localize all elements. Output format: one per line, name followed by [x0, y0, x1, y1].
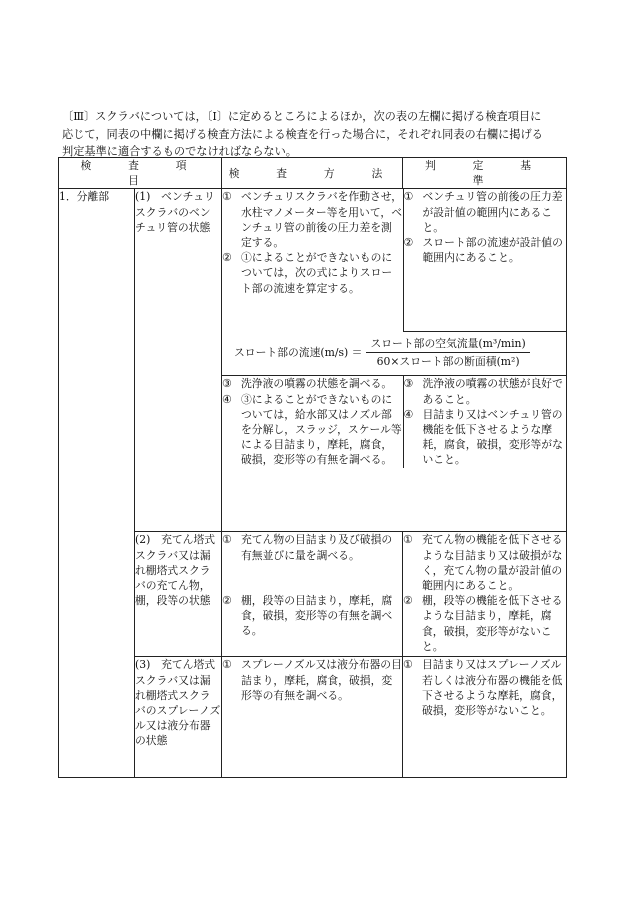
item-text: (1) ベンチュリスクラバのベンチュリ管の状態: [135, 190, 215, 234]
formula-cell: [222, 331, 566, 375]
formula-fraction: [366, 336, 529, 369]
list-item: ② 棚，段等の機能を低下させるような目詰まり，摩耗，腐食，破損，変形等がないこと。: [403, 594, 563, 653]
header-row: [59, 158, 567, 189]
list-item: ① 充てん物の目詰まり及び破損の有無並びに量を調べる。: [222, 533, 393, 562]
list-item: ③ 洗浄液の噴霧の状態が良好であること。: [403, 377, 563, 406]
list-item: ① スプレーノズル又は液分布器の目詰まり，摩耗，腐食，破損，変形等の有無を調べる。: [222, 658, 402, 702]
list-item: ① 目詰まり又はスプレーノズル若しくは液分布器の機能を低下させるような摩耗，腐食，破損，変形等がないこと。: [403, 658, 563, 718]
list-item: ② スロート部の流速が設計値の範囲内にあること。: [403, 236, 563, 265]
intro-paragraph: [62, 108, 572, 161]
criteria-text-block: [403, 376, 566, 468]
list-item: ② 棚，段等の目詰まり，摩耗，腐食，破損，変形等の有無を調べる。: [222, 593, 393, 638]
intro-line: 応じて，同表の中欄に掲げる検査方法による検査を行った場合に，それぞれ同表の右欄に掲げる: [62, 127, 543, 141]
list-item: ① ベンチュリ管の前後の圧力差が設計値の範囲内にあること。: [403, 190, 563, 234]
item-text: (2) 充てん塔式スクラバ又は漏れ棚塔式スクラバの充てん物，棚，段等の状態: [135, 533, 216, 608]
list-item: ① 充てん物の機能を低下させるような目詰まり又は破損がなく，充てん物の量が設計値の範囲内にあること。: [403, 533, 563, 593]
method-text-block: [222, 376, 403, 468]
list-item: ③ 洗浄液の噴霧の状態を調べる。: [222, 377, 393, 391]
section-cell: [59, 189, 135, 778]
method-text-block: [222, 189, 403, 331]
inspection-table: [58, 157, 567, 778]
method-criteria-cell: [222, 189, 567, 532]
method-cell: [222, 532, 403, 657]
item-text: (3) 充てん塔式スクラバ又は漏れ棚塔式スクラバのスプレーノズル又は液分布器の状態: [135, 658, 221, 748]
list-item: ② ①によることができないものについては，次の式によりスロート部の流速を算定する。: [222, 251, 393, 295]
list-item: ④ 目詰まり又はベンチュリ管の機能を低下させるような摩耗，腐食，破損，変形等がないこと。: [403, 407, 563, 467]
list-item: ④ ③によることができないものについては，給水部又はノズル部を分解し，スラッジ，スケール等による目詰まり，摩耗，腐食，破損，変形等の有無を調べる。: [222, 392, 402, 467]
table-row: [59, 532, 567, 657]
criteria-cell: [403, 532, 567, 657]
formula-lhs: スロート部の流速(m/s) ＝: [234, 346, 363, 359]
header-inspection-method: 検 査 方 法: [222, 158, 403, 189]
intro-line: 判定基準に適合するものでなければならない。: [62, 145, 297, 158]
criteria-cell: [403, 657, 567, 778]
spacer: [222, 563, 402, 593]
list-item: ① ベンチュリスクラバを作動させ，水柱マノメーター等を用いて，ベンチュリ管の前後の圧力差を測定する。: [222, 190, 403, 250]
section-label: 1．分離部: [59, 190, 110, 204]
formula-denominator: 60×スロート部の断面積(m²): [376, 355, 520, 369]
header-criteria: 判 定 基 準: [403, 158, 567, 189]
formula-numerator: スロート部の空気流量(m³/min): [366, 336, 529, 353]
item-cell: [135, 189, 222, 532]
header-inspection-item: 検 査 項 目: [59, 158, 222, 189]
method-cell: [222, 657, 403, 778]
item-cell: [135, 532, 222, 657]
formula: [222, 332, 566, 375]
table-row: [59, 189, 567, 532]
item-cell: [135, 657, 222, 778]
intro-line: 〔Ⅲ〕スクラバについては，〔Ⅰ〕に定めるところによるほか，次の表の左欄に掲げる検査項目に: [62, 110, 542, 123]
criteria-text-block: [403, 189, 566, 331]
table-row: [59, 657, 567, 778]
